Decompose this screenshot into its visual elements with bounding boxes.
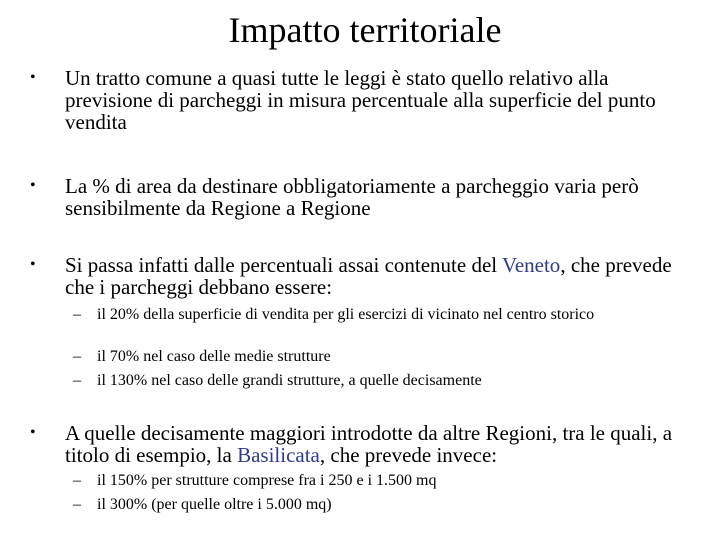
bullet-1 [30,67,698,133]
dash-marker: – [73,472,81,489]
sub-item-text: il 130% nel caso delle grandi strutture, a quelle decisamente [97,372,482,389]
bullet-2 [30,175,698,219]
sub-item-text: il 70% nel caso delle medie strutture [97,348,331,365]
bullet-marker: • [30,424,36,441]
bullet-marker: • [30,69,36,86]
bullet-marker: • [30,177,36,194]
bullet-4-text-before: A quelle decisamente maggiori introdotte da altre Regioni, tra le quali, a titolo di esempio, la [65,421,673,467]
bullet-4-text-after: , che prevede invece: [319,443,498,467]
sub-item-text: il 20% della superficie di vendita per gli esercizi di vicinato nel centro storico [97,306,595,323]
bullet-2-text: La % di area da destinare obbligatoriamente a parcheggio varia però sensibilmente da Regione a Regione [65,174,639,220]
region-veneto: Veneto [501,253,561,277]
bullet-3-text [65,254,698,298]
bullet-3-text-before: Si passa infatti dalle percentuali assai contenute del [65,253,502,277]
bullet-3-text-after: , che prevede che i parcheggi debbano essere: [65,253,672,299]
slide-title: Impatto territoriale [228,10,502,50]
dash-marker: – [73,348,81,365]
bullet-4 [30,422,698,466]
sub-item-veneto-3 [73,372,673,390]
dash-marker: – [73,306,81,323]
region-basilicata: Basilicata [237,443,320,467]
sub-item-veneto-1 [73,306,673,324]
bullet-1-text: Un tratto comune a quasi tutte le leggi è stato quello relativo alla previsione di parcheggi in misura percentuale alla superficie del punto vendita [65,66,656,134]
bullet-marker: • [30,256,36,273]
sub-item-text: il 300% (per quelle oltre i 5.000 mq) [97,496,332,513]
dash-marker: – [73,496,81,513]
sub-item-veneto-2 [73,348,673,366]
bullet-4-text [65,422,698,466]
bullet-3 [30,254,698,298]
dash-marker: – [73,372,81,389]
sub-item-text: il 150% per strutture comprese fra i 250 e i 1.500 mq [97,472,437,489]
sub-item-basilicata-2 [73,496,673,514]
sub-item-basilicata-1 [73,472,673,490]
